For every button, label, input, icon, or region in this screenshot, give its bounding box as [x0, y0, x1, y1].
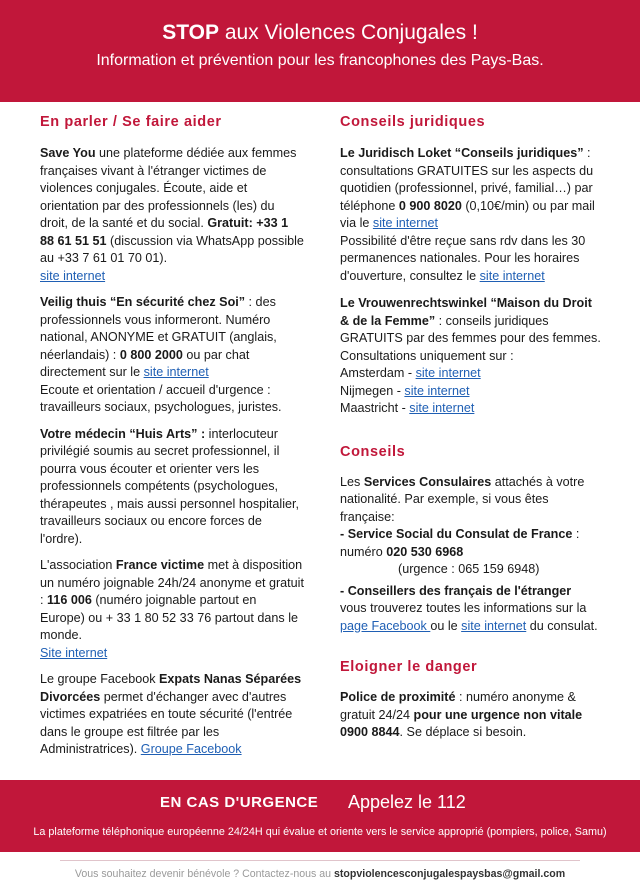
saveyou-site-link[interactable]: site internet: [40, 268, 106, 283]
left-column: [40, 112, 304, 759]
page-subtitle: Information et prévention pour les francophones des Pays-Bas.: [96, 52, 544, 69]
header-banner: [0, 0, 640, 102]
veilig-site-link[interactable]: site internet: [143, 365, 209, 379]
police-block: Police de proximité : numéro anonyme & gratuit 24/24 pour une urgence non vitale 0900 8844. Se déplace si besoin.: [340, 690, 583, 739]
section-heading-juridique: Conseils juridiques: [340, 114, 486, 130]
section-heading-conseils: Conseils: [340, 443, 406, 460]
section-heading-en-parler: En parler / Se faire aider: [40, 114, 222, 130]
loket-block: [340, 145, 604, 285]
saveyou-name: Save You: [40, 146, 96, 160]
loket-name: Le Juridisch Loket “Conseils juridiques”: [340, 146, 584, 160]
city-nijmegen: Nijmegen - site internet: [340, 383, 470, 398]
fv-name: France victime: [115, 558, 205, 572]
fb-text1: Le groupe Facebook: [40, 672, 160, 686]
loket-phone: 0 900 8020: [398, 198, 462, 213]
veilig-text2: ou par chat directement sur le: [40, 347, 250, 379]
nijmegen-link[interactable]: site internet: [404, 383, 470, 398]
title-bold: STOP: [162, 21, 219, 44]
saveyou-phone-rest: (discussion via WhatsApp possible au +33 7 61 01 70 01).: [40, 233, 304, 265]
facebook-block: [40, 671, 304, 759]
urgence-banner: [0, 780, 640, 852]
saveyou-block: [40, 145, 304, 285]
fv-text2: met à disposition un numéro joignable 24h/24 anonyme et gratuit :: [40, 558, 304, 607]
conseillers-block: - Conseillers des français de l'étranger vous trouverez toutes les informations sur la page Facebook ou le site internet du consulat.: [340, 583, 598, 633]
service-social-name: - Service Social du Consulat de France: [340, 527, 573, 541]
title-rest: aux Violences Conjugales !: [219, 21, 478, 44]
police-phone: pour une urgence non vitale 0900 8844: [340, 707, 583, 739]
consulat-site-link[interactable]: site internet: [461, 618, 527, 633]
fv-text1: L'association: [40, 558, 116, 572]
footer-text: Vous souhaitez devenir bénévole ? Contactez-nous au: [74, 868, 334, 880]
right-column: [340, 112, 604, 742]
facebook-page-link[interactable]: page Facebook: [340, 618, 431, 633]
veilig-phone: 0 800 2000: [119, 347, 183, 362]
page-title: [0, 20, 640, 46]
veilig-name: Veilig thuis “En sécurité chez Soi”: [40, 295, 246, 309]
saveyou-text: une plateforme dédiée aux femmes françaises vivant à l'étranger victimes de violences conjugales. Écoute, aide et orientation par des professionnels (les) du droit, de la santé et du social.: [40, 146, 297, 230]
loket-text2: (0,10€/min) ou par mail via le: [340, 198, 595, 230]
amsterdam-link[interactable]: site internet: [415, 366, 481, 380]
conseillers-name: - Conseillers des français de l'étranger: [340, 583, 572, 598]
france-victime-block: [40, 557, 304, 662]
loket-site-link[interactable]: site internet: [372, 216, 439, 230]
fb-name: Expats Nanas Séparées Divorcées: [40, 672, 302, 704]
saveyou-phone: Gratuit: +33 1 88 61 51 51: [40, 216, 289, 248]
veilig-text1: : des professionnels vous informeront. Numéro national, ANONYME et GRATUIT (anglais, néerlandais) :: [40, 295, 277, 362]
footer-email[interactable]: stopviolencesconjugalespaysbas@gmail.com: [334, 868, 566, 880]
city-maastricht: Maastricht - site internet: [340, 401, 475, 415]
veilig-block: [40, 294, 304, 417]
urgence-label: EN CAS D'URGENCE: [160, 794, 319, 811]
consulaires-block: Les Services Consulaires attachés à votre nationalité. Par exemple, si vous êtes française: - Service Social du Consulat de France : numéro 020 530 6968 (urgence : 065 159 6948): [340, 474, 604, 579]
footer-divider: [60, 860, 580, 861]
urgence-description: La plateforme téléphonique européenne 24/24H qui évalue et oriente vers le service approprié (pompiers, police, Samu): [33, 826, 607, 838]
urgence-call: Appelez le 112: [348, 792, 466, 812]
fb-group-link[interactable]: Groupe Facebook: [140, 742, 242, 756]
vrouwen-text: : conseils juridiques GRATUITS par des femmes pour des femmes. Consultations uniquement sur :: [340, 313, 601, 363]
fv-site-link[interactable]: Site internet: [40, 645, 108, 660]
consulaires-name: Services Consulaires: [363, 474, 492, 489]
medecin-text: interlocuteur privilégié soumis au secret professionnel, il pourra vous écouter et orienter vers les professionnels compétents (psychologues, thérapeutes , mais aussi personnel hospitalier, travailleurs sociaux ou encore forces de l'ordre).: [40, 426, 300, 546]
maastricht-link[interactable]: site internet: [409, 401, 475, 415]
city-amsterdam: Amsterdam - site internet: [340, 366, 481, 380]
fb-text2: permet d'échanger avec d'autres victimes expatriées en toute sécurité (l'entrée dans le groupe est filtrée par les Administratrices).: [40, 689, 293, 756]
veilig-text3: Ecoute et orientation / accueil d'urgence : travailleurs sociaux, psychologues, juristes.: [40, 382, 282, 414]
service-social-phone: 020 530 6968: [386, 544, 464, 559]
loket-hours-link[interactable]: site internet: [479, 268, 545, 283]
medecin-name: Votre médecin “Huis Arts” :: [40, 426, 206, 441]
section-heading-danger: Eloigner le danger: [340, 659, 478, 675]
fv-phone: 116 006: [47, 593, 92, 607]
loket-text3: Possibilité d'être reçue sans rdv dans les 30 permanences nationales. Pour les horaires d'ouverture, consultez le: [340, 233, 586, 283]
loket-text1: : consultations GRATUITES sur les aspects du quotidien (professionnel, privé, familial…) par téléphone: [340, 146, 594, 213]
medecin-block: [40, 426, 304, 549]
fv-text3: (numéro joignable partout en Europe) ou + 33 1 80 52 33 76 partout dans le monde.: [40, 593, 299, 642]
footer: [0, 868, 640, 880]
vrouwen-name: Le Vrouwenrechtswinkel “Maison du Droit & de la Femme”: [340, 296, 592, 328]
police-name: Police de proximité: [340, 690, 456, 704]
vrouwen-block: [340, 295, 604, 418]
consulat-urgence: (urgence : 065 159 6948): [398, 562, 540, 576]
